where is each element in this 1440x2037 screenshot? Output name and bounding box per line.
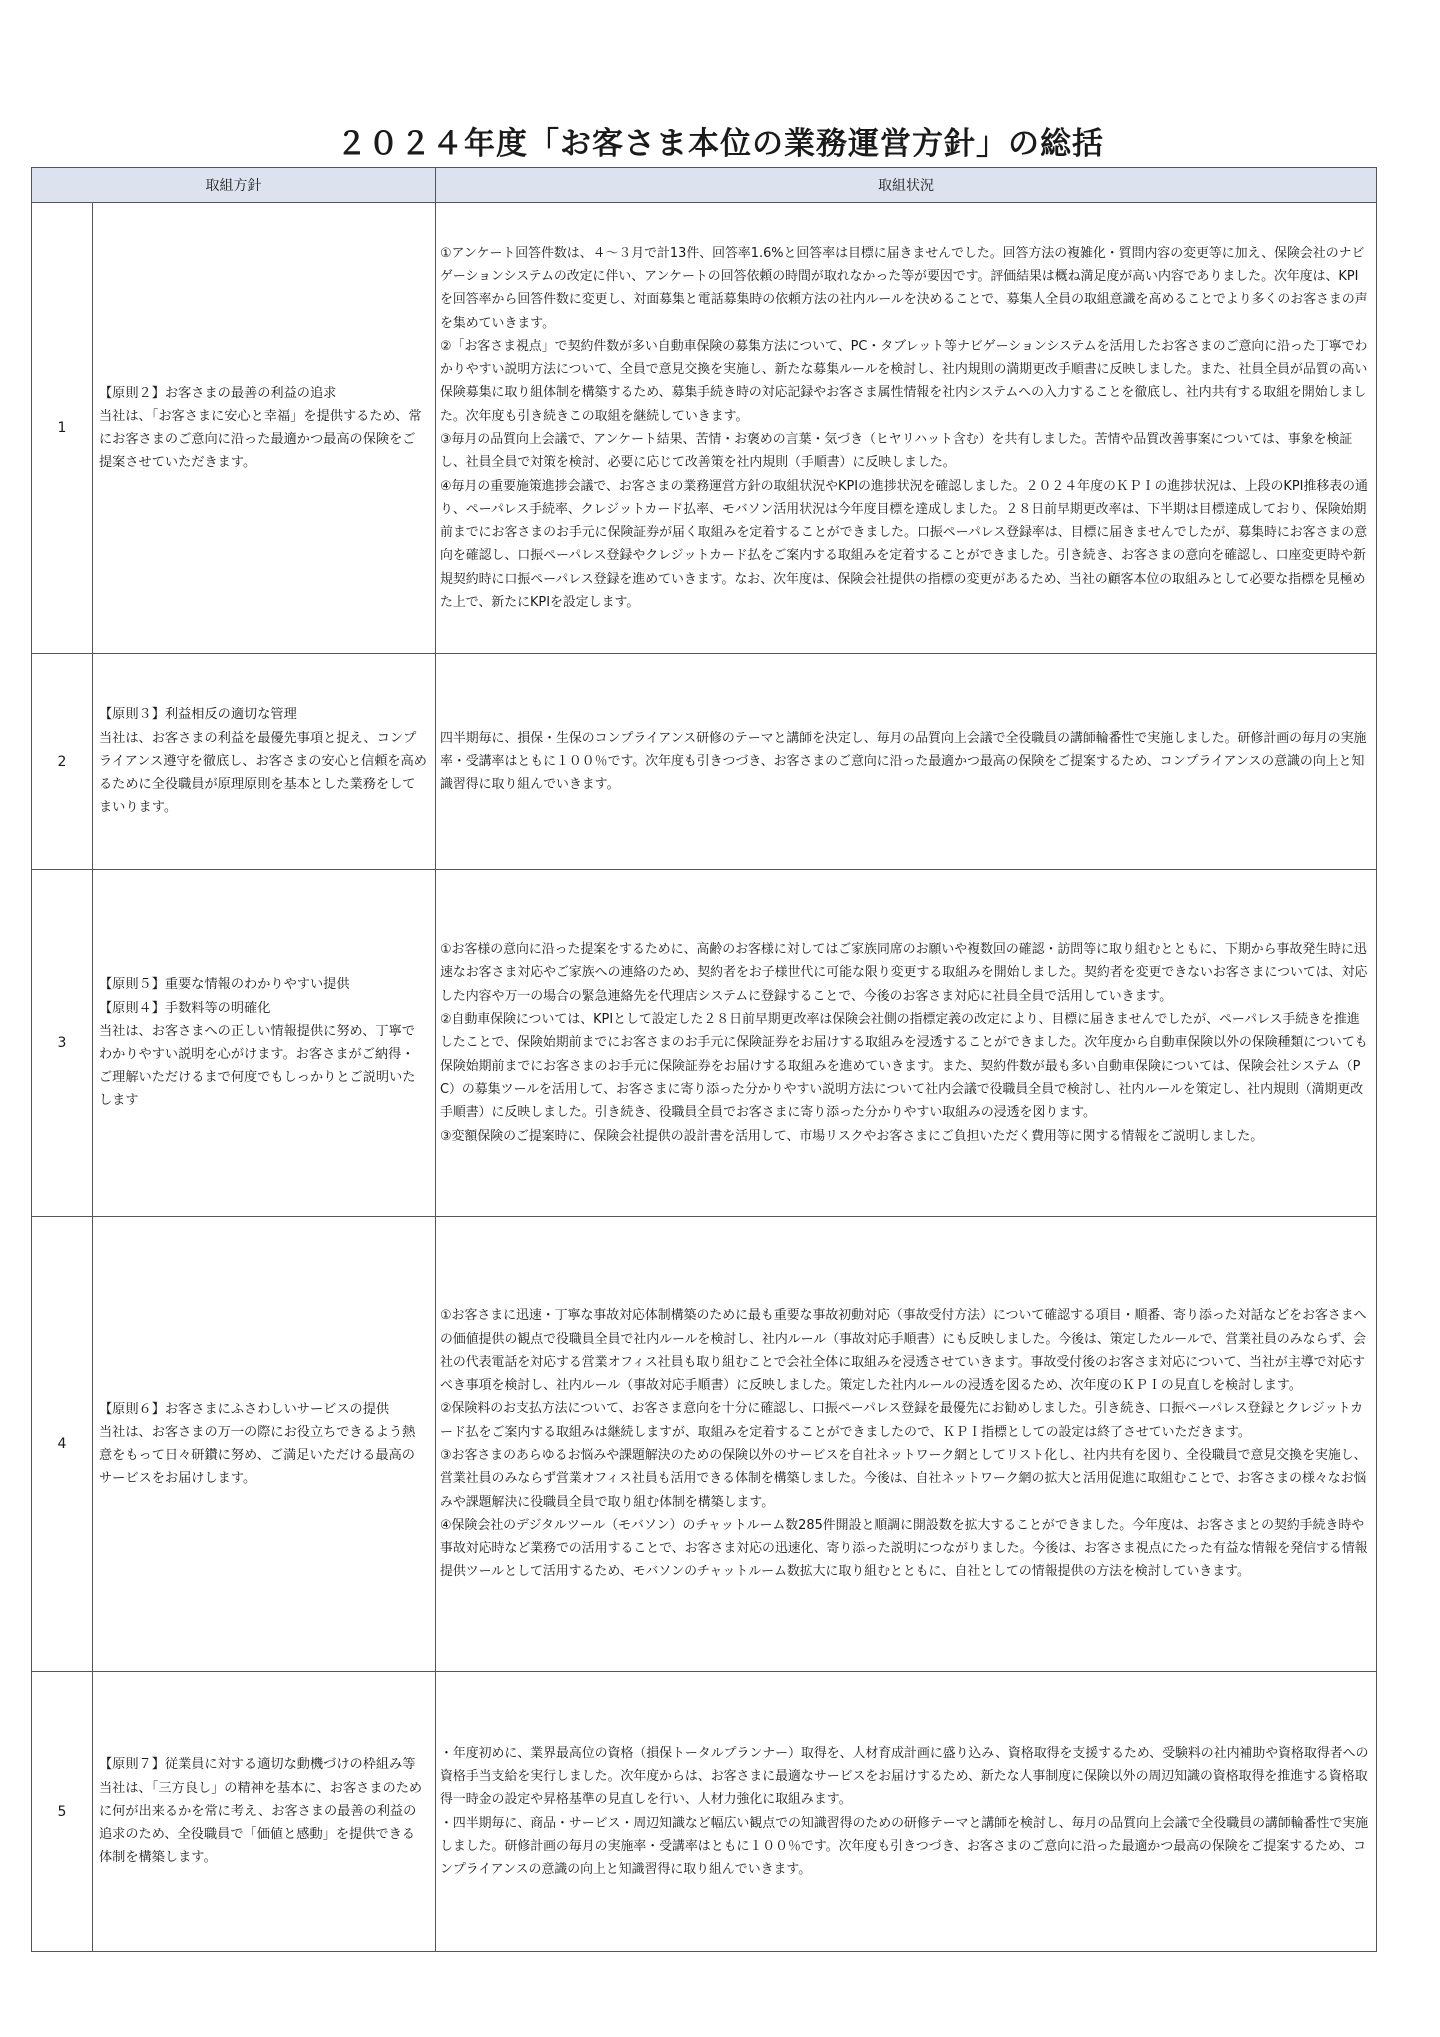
status-paragraph: ①お客様の意向に沿った提案をするために、高齢のお客様に対してはご家族同席のお願いや複数回の確認・訪問等に取り組むとともに、下期から事故発生時に迅速なお客さま対応やご家族への連絡のため、契約者をお子様世代に可能な限り変更する取組みを開始しました。契約者を変更できないお客さまについては、対応した内容や万一の場合の緊急連絡先を代理店システムに登録することで、今後のお客さま対応に社員全員で活用していきます。 bbox=[440, 942, 1368, 1004]
status-paragraph: 四半期毎に、損保・生保のコンプライアンス研修のテーマと講師を決定し、毎月の品質向上会議で全役職員の講師輪番性で実施しました。研修計画の毎月の実施率・受講率はともに１００％です。次年度も引きつづき、お客さまのご意向に沿った最適かつ最高の保険をご提案するため、コンプライアンスの意識の向上と知識習得に取り組んでいきます。 bbox=[440, 730, 1367, 793]
table-row bbox=[32, 1217, 1377, 1672]
status-paragraph: ・四半期毎に、商品・サービス・周辺知識など幅広い観点での知識習得のための研修テーマと講師を検討し、毎月の品質向上会議で全役職員の講師輪番性で実施しました。研修計画の毎月の実施率・受講率はともに１００％です。次年度も引きつづき、お客さまのご意向に沿った最適かつ最高の保険をご提案するため、コンプライアンスの意識の向上と知識習得に取り組んでいきます。 bbox=[440, 1815, 1369, 1878]
policy-cell bbox=[93, 654, 436, 870]
status-paragraph: ④毎月の重要施策進捗会議で、お客さまの業務運営方針の取組状況やKPIの進捗状況を確認しました。２０２４年度のＫＰＩの進捗状況は、上段のKPI推移表の通り、ペーパレス手続率、クレジットカード払率、モバソン活用状況は今年度目標を達成しました。２８日前早期更改率は、下半期は目標達成しており、保険始期前までにお客さまのお手元に保険証券が届く取組みを定着することができました。口振ペーパレス登録率は、目標に届きませんでしたが、募集時にお客さまの意向を確認し、口振ペーパレス登録やクレジットカード払をご案内する取組みを定着することができました。引き続き、お客さまの意向を確認し、口座変更時や新規契約時に口振ペーパレス登録を進めていきます。なお、次年度は、保険会社提供の指標の変更があるため、当社の顧客本位の取組みとして必要な指標を見極めた上で、新たにKPIを設定します。 bbox=[440, 478, 1368, 611]
row-number: 3 bbox=[32, 870, 93, 1217]
status-cell bbox=[436, 1672, 1377, 1952]
policy-heading: 【原則７】従業員に対する適切な動機づけの枠組み等 bbox=[99, 1757, 416, 1773]
table-header-row bbox=[32, 168, 1377, 203]
policy-column-header: 取組方針 bbox=[32, 168, 436, 203]
policy-cell bbox=[93, 203, 436, 654]
status-paragraph: ③お客さまのあらゆるお悩みや課題解決のための保険以外のサービスを自社ネットワーク網としてリスト化し、社内共有を図り、全役職員で意見交換を実施し、営業社員のみならず営業オフィス社員も活用できる体制を構築しました。今後は、自社ネットワーク網の拡大と活用促進に取組むことで、お客さまの様々なお悩みや課題解決に役職員全員で取り組む体制を構築します。 bbox=[440, 1448, 1367, 1510]
status-paragraph: ①アンケート回答件数は、４～３月で計13件、回答率1.6%と回答率は目標に届きませんでした。回答方法の複雑化・質問内容の変更等に加え、保険会社のナビゲーションシステムの改定に伴い、アンケートの回答依頼の時間が取れなかった等が要因です。評価結果は概ね満足度が高い内容でありました。次年度は、KPIを回答率から回答件数に変更し、対面募集と電話募集時の依頼方法の社内ルールを決めることで、募集人全員の取組意識を高めることでより多くのお客さまの声を集めていきます。 bbox=[440, 245, 1368, 331]
status-paragraph: ・年度初めに、業界最高位の資格（損保トータルプランナー）取得を、人材育成計画に盛り込み、資格取得を支援するため、受験料の社内補助や資格取得者への資格手当支給を実行しました。次年度からは、お客さまに最適なサービスをお届けするため、新たな人事制度に保険以外の周辺知識の資格取得を推進する資格取得一時金の設定や昇格基準の見直しを行い、人材力強化に取組みます。 bbox=[440, 1745, 1369, 1808]
policy-text: 当社は、お客さまの利益を最優先事項と捉え、コンプライアンス遵守を徹底し、お客さまの安心と信頼を高めるために全役職員が原理原則を基本とした業務をしてまいります。 bbox=[99, 730, 427, 816]
page-title: ２０２４年度「お客さま本位の業務運営方針」の総括 bbox=[336, 126, 1104, 162]
status-cell bbox=[436, 203, 1377, 654]
table-row bbox=[32, 654, 1377, 870]
row-number: 4 bbox=[32, 1217, 93, 1672]
status-paragraph: ①お客さまに迅速・丁寧な事故対応体制構築のために最も重要な事故初動対応（事故受付方法）について確認する項目・順番、寄り添った対話などをお客さまへの価値提供の観点で役職員全員で社内ルールを検討し、社内ルール（事故対応手順書）にも反映しました。今後は、策定したルールで、営業社員のみならず、会社の代表電話を対応する営業オフィス社員も取り組むことで会社全体に取組みを浸透させていきます。事故受付後のお客さま対応について、当社が主導で対応すべき事項を検討し、社内ルール（事故対応手順書）に反映しました。策定した社内ルールの浸透を図るため、次年度のＫＰＩの見直しを検討します。 bbox=[440, 1308, 1367, 1394]
policy-heading: 【原則４】手数料等の明確化 bbox=[99, 1000, 271, 1016]
row-number: 1 bbox=[32, 203, 93, 654]
policy-text: 当社は、お客さまの万一の際にお役立ちできるよう熱意をもって日々研鑽に努め、ご満足いただける最高のサービスをお届けします。 bbox=[99, 1424, 416, 1487]
table-row bbox=[32, 1672, 1377, 1952]
row-number: 2 bbox=[32, 654, 93, 870]
table-row bbox=[32, 203, 1377, 654]
policy-heading: 【原則３】利益相反の適切な管理 bbox=[99, 707, 297, 723]
policy-heading: 【原則６】お客さまにふさわしいサービスの提供 bbox=[99, 1401, 390, 1417]
status-paragraph: ③変額保険のご提案時に、保険会社提供の設計書を活用して、市場リスクやお客さまにご負担いただく費用等に関する情報をご説明しました。 bbox=[440, 1128, 1264, 1144]
policy-text: 当社は、「お客さまに安心と幸福」を提供するため、常にお客さまのご意向に沿った最適かつ最高の保険をご提案させていただきます。 bbox=[99, 408, 422, 471]
status-cell bbox=[436, 654, 1377, 870]
policy-text: 当社は、お客さまへの正しい情報提供に努め、丁寧でわかりやすい説明を心がけます。お客さまがご納得・ご理解いただけるまで何度でもしっかりとご説明いたします bbox=[99, 1023, 416, 1109]
status-cell bbox=[436, 1217, 1377, 1672]
policy-cell bbox=[93, 1217, 436, 1672]
policy-text: 当社は、「三方良し」の精神を基本に、お客さまのために何が出来るかを常に考え、お客さまの最善の利益の追求のため、全役職員で「価値と感動」を提供できる体制を構築します。 bbox=[99, 1780, 423, 1866]
policy-heading: 【原則５】重要な情報のわかりやすい提供 bbox=[99, 977, 350, 993]
policy-heading: 【原則２】お客さまの最善の利益の追求 bbox=[99, 385, 337, 401]
status-paragraph: ②「お客さま視点」で契約件数が多い自動車保険の募集方法について、PC・タブレット等ナビゲーションシステムを活用したお客さまのご意向に沿った丁寧でわかりやすい説明方法について、全員で意見交換を実施し、新たな募集ルールを検討し、社内規則の満期更改手順書に反映しました。また、社員全員が品質の高い保険募集に取り組体制を構築するため、募集手続き時の対応記録やお客さま属性情報を社内システムへの入力することを徹底し、社内共有する取組を開始しました。次年度も引き続きこの取組を継続していきます。 bbox=[440, 338, 1368, 424]
policy-cell bbox=[93, 1672, 436, 1952]
policy-cell bbox=[93, 870, 436, 1217]
status-paragraph: ②保険料のお支払方法について、お客さま意向を十分に確認し、口振ペーパレス登録を最優先にお勧めしました。引き続き、口振ペーパレス登録とクレジットカード払をご案内する取組みは継続しますが、取組みを定着することができましたので、ＫＰＩ指標としての設定は終了させていただきます。 bbox=[440, 1401, 1363, 1440]
summary-table bbox=[31, 167, 1377, 1952]
status-column-header: 取組状況 bbox=[436, 168, 1377, 203]
status-cell bbox=[436, 870, 1377, 1217]
status-paragraph: ②自動車保険については、KPIとして設定した２８日前早期更改率は保険会社側の指標定義の改定により、目標に届きませんでしたが、ペーパレス手続きを推進したことで、保険始期前までにお客さまのお手元に保険証券をお届けする取組みを浸透することができました。次年度から自動車保険以外の保険種類についても保険始期前までにお客さまのお手元に保険証券をお届けする取組みを進めていきます。また、契約件数が最も多い自動車保険については、保険会社システム（PC）の募集ツールを活用して、お客さまに寄り添った分かりやすい説明方法について社内会議で役職員全員で検討し、社内ルールを策定し、社内規則（満期更改手順書）に反映しました。引き続き、役職員全員でお客さまに寄り添った分かりやすい取組みの浸透を図ります。 bbox=[440, 1012, 1368, 1121]
status-paragraph: ④保険会社のデジタルツール（モバソン）のチャットルーム数285件開設と順調に開設数を拡大することができました。今年度は、お客さまとの契約手続き時や事故対応時など業務での活用することで、お客さま対応の迅速化、寄り添った説明につながりました。今後は、お客さま視点にたった有益な情報を発信する情報提供ツールとして活用するため、モバソンのチャットルーム数拡大に取り組むとともに、自社としての情報提供の方法を検討していきます。 bbox=[440, 1517, 1368, 1580]
row-number: 5 bbox=[32, 1672, 93, 1952]
status-paragraph: ③毎月の品質向上会議で、アンケート結果、苦情・お褒めの言葉・気づき（ヒヤリハット含む）を共有しました。苦情や品質改善事案については、事象を検証し、社員全員で対策を検討、必要に応じて改善策を社内規則（手順書）に反映しました。 bbox=[440, 432, 1353, 471]
table-row bbox=[32, 870, 1377, 1217]
